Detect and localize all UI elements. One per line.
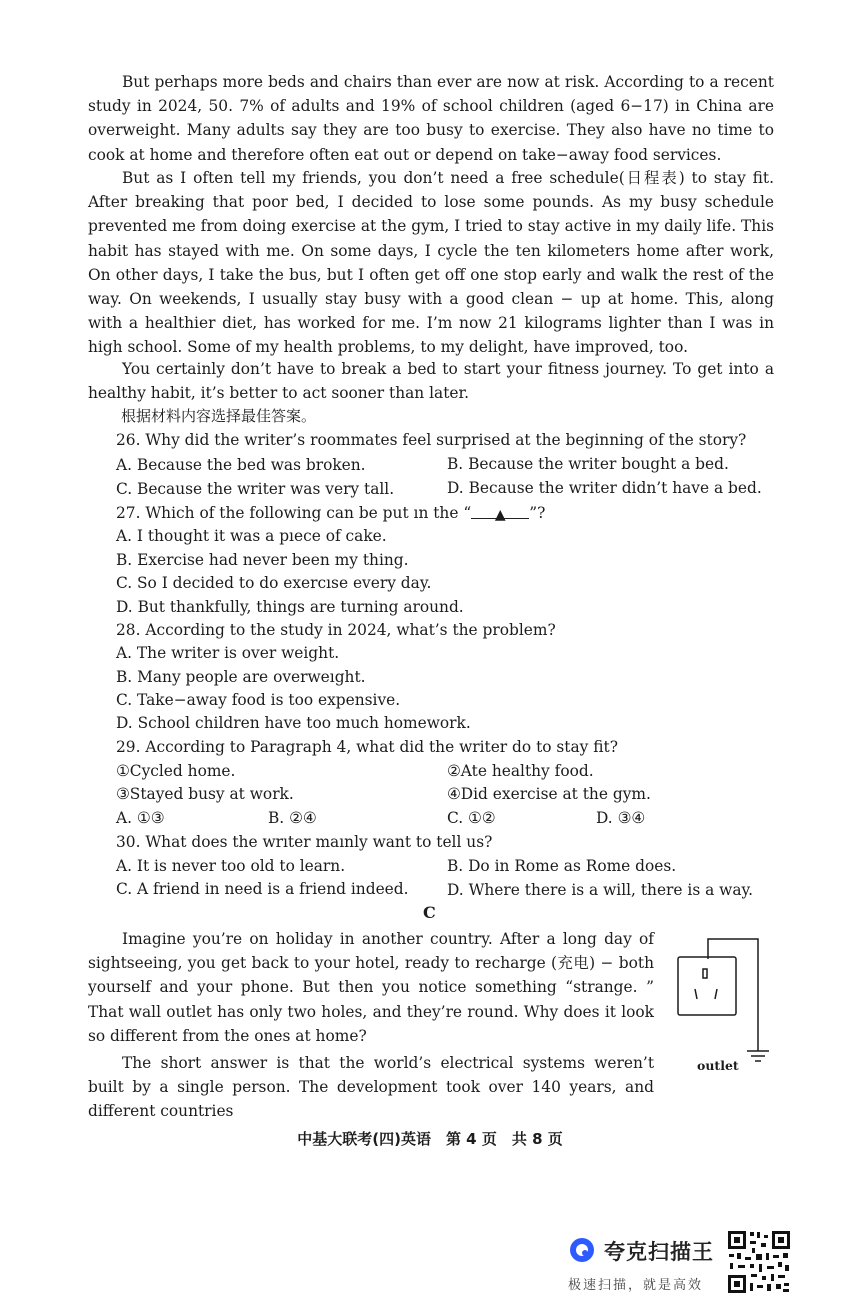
triangle-icon: ▲ xyxy=(494,507,506,523)
question-27-option-a: A. I thought it was a pıece of cake. xyxy=(116,527,387,545)
question-27-option-b: B. Exercise had never been my thing. xyxy=(116,551,409,569)
question-28-option-c: C. Take−away food is too expensive. xyxy=(116,691,401,709)
question-28-option-b: B. Many people are overweıght. xyxy=(116,668,366,686)
passage-c-paragraph-1: Imagine you’re on holiday in another country. After a long day of sightseeing, you get back to your hotel, ready to recharge (充电) − both yourself and your phone. But then you notice something “strange. ” That wall outlet has only two holes, and they’re round. Why does it look so different from the ones at home? xyxy=(88,930,654,1045)
figure-label-outlet: outlet xyxy=(697,1058,739,1073)
question-26-option-c: C. Because the writer was very tall. xyxy=(116,480,395,498)
passage-b-paragraph-3: You certainly don’t have to break a bed to start your fitness journey. To get into a healthy habit, it’s better to act sooner than later. xyxy=(88,360,774,403)
question-28-stem: 28. According to the study in 2024, what’s the problem? xyxy=(116,621,556,639)
app-name: 夸克扫描王 xyxy=(604,1240,714,1264)
passage-b-paragraph-1: But perhaps more beds and chairs than ever are now at risk. According to a recent study in 2024, 50. 7% of adults and 19% of school children (aged 6−17) in China are overweight. Many adults say they are too busy to exercise. They also have no time to cook at home and therefore often eat out or depend on take−away food services. xyxy=(88,73,774,164)
question-26-stem: 26. Why did the writer’s roommates feel surprised at the beginning of the story? xyxy=(116,431,747,449)
question-26-option-a: A. Because the bed was broken. xyxy=(116,456,366,474)
question-29-option-b: B. ②④ xyxy=(268,809,317,827)
question-28-option-a: A. The writer is over weight. xyxy=(116,644,340,662)
passage-b-paragraph-2: But as I often tell my friends, you don’t need a free schedule(日程表) to stay fit. After breaking that poor bed, I decided to lose some pounds. As my busy schedule prevented me from doing exercise at the gym, I tried to stay active in my daily life. This habit has stayed with me. On some days, I cycle the ten kilometers home after work, On other days, I take the bus, but I often get off one stop early and walk the rest of the way. On weekends, I usually stay busy with a good clean − up at home. This, along with a healthier diet, has worked for me. I’m now 21 kilograms lighter than I was in high school. Some of my health problems, to my delight, have improved, too. xyxy=(88,169,775,357)
question-27-option-c: C. So I decided to do exercıse every day. xyxy=(116,574,432,592)
question-30-stem: 30. What does the wrıter maınly want to tell us? xyxy=(116,833,493,851)
question-27-stem xyxy=(116,502,545,524)
question-29-item-1: ①Cycled home. xyxy=(116,762,236,780)
question-27-stem-after: ”? xyxy=(529,504,546,522)
app-logo-icon xyxy=(568,1236,596,1264)
question-30-option-a: A. It is never too old to learn. xyxy=(116,857,346,875)
outlet-hole-top xyxy=(703,969,707,978)
page-footer: 中基大联考(四)英语 第 4 页 共 8 页 xyxy=(297,1130,563,1148)
question-29-stem: 29. According to Paragraph 4, what did the writer do to stay fit? xyxy=(116,738,618,756)
app-slogan: 极速扫描，就是高效 xyxy=(568,1278,704,1293)
question-29-option-c: C. ①② xyxy=(447,809,496,827)
passage-c-paragraph-2: The short answer is that the world’s electrical systems weren’t built by a single person. The development took over 140 years, and different countries xyxy=(88,1054,654,1121)
instruction: 根据材料内容选择最佳答案。 xyxy=(121,407,317,425)
section-title-c: C xyxy=(423,903,436,922)
question-27-stem-before: 27. Which of the following can be put ın the “ xyxy=(116,504,472,522)
question-29-option-d: D. ③④ xyxy=(596,809,646,827)
question-29-item-4: ④Did exercise at the gym. xyxy=(447,785,651,803)
question-30-option-b: B. Do in Rome as Rome does. xyxy=(447,857,677,875)
question-29-item-3: ③Stayed busy at work. xyxy=(116,785,294,803)
outlet-hole-right xyxy=(715,989,717,999)
question-30-option-c: C. A friend in need is a friend indeed. xyxy=(116,880,409,898)
qr-code-icon xyxy=(726,1229,792,1295)
question-29-item-2: ②Ate healthy food. xyxy=(447,762,594,780)
question-30-option-d: D. Where there is a will, there is a way. xyxy=(447,881,754,899)
question-26-option-d: D. Because the writer didn’t have a bed. xyxy=(447,479,762,497)
question-29-option-a: A. ①③ xyxy=(116,809,165,827)
question-27-option-d: D. But thankfully, things are turning around. xyxy=(116,598,464,616)
outlet-plate xyxy=(678,957,736,1015)
question-28-option-d: D. School children have too much homework. xyxy=(116,714,471,732)
answer-blank xyxy=(471,504,529,523)
outlet-hole-left xyxy=(695,989,697,999)
question-26-option-b: B. Because the writer bought a bed. xyxy=(447,455,729,473)
wall-outlet-figure xyxy=(672,933,782,1075)
scanner-watermark xyxy=(566,1228,726,1298)
